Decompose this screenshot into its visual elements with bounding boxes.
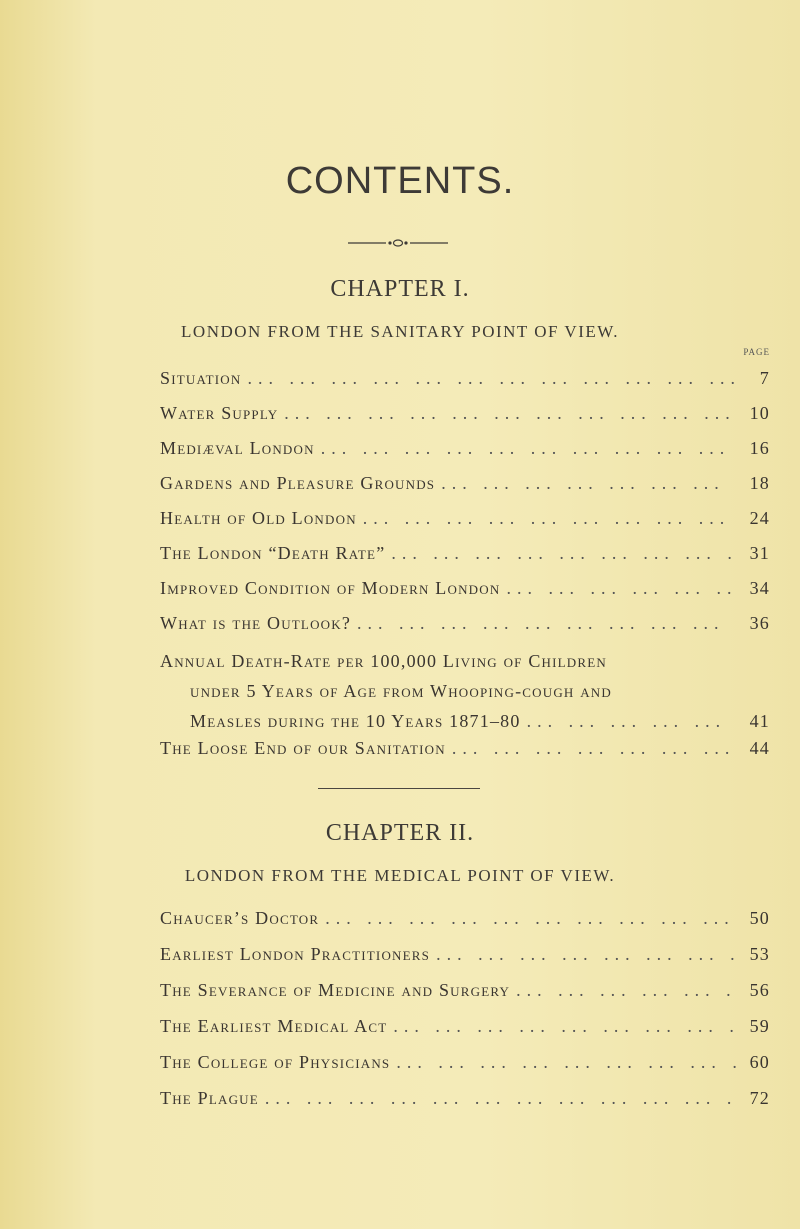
toc-entry-title: Gardens and Pleasure Grounds <box>160 473 436 493</box>
dot-leader <box>446 738 736 759</box>
dot-leader <box>510 980 736 1001</box>
toc-entry <box>160 403 770 433</box>
toc-entry-multiline <box>160 646 770 736</box>
toc-entry <box>160 368 770 398</box>
dot-leader <box>390 1052 736 1073</box>
toc-entry-page: 24 <box>749 508 770 528</box>
dot-leader <box>315 438 736 459</box>
toc-entry-title: Water Supply <box>160 403 279 423</box>
toc-entry-page: 53 <box>749 944 770 964</box>
toc-entry-page: 41 <box>749 711 770 731</box>
section-divider <box>318 788 480 789</box>
toc-entry-title-line: Annual Death-Rate per 100,000 Living of Children <box>160 651 607 671</box>
toc-entry <box>160 1088 770 1118</box>
toc-entry-title: The Loose End of our Sanitation <box>160 738 446 758</box>
toc-entry-page: 7 <box>759 368 770 388</box>
toc-entry-title: The London “Death Rate” <box>160 543 386 563</box>
toc-entry-title: Health of Old London <box>160 508 357 528</box>
toc-entry-title: What is the Outlook? <box>160 613 352 633</box>
chapter-2-heading: CHAPTER II. <box>325 820 475 846</box>
toc-entry-page: 50 <box>749 908 770 928</box>
toc-entry-title: The Earliest Medical Act <box>160 1016 388 1036</box>
dot-leader <box>430 944 736 965</box>
toc-entry-page: 34 <box>749 578 770 598</box>
toc-entry-page: 36 <box>749 613 770 633</box>
page-title: CONTENTS. <box>285 160 515 202</box>
dot-leader <box>357 508 736 529</box>
dot-leader <box>500 578 736 599</box>
dot-leader <box>351 613 736 634</box>
dot-leader <box>259 1088 736 1109</box>
toc-entry <box>160 908 770 938</box>
toc-entry <box>160 1016 770 1046</box>
toc-entry <box>160 438 770 468</box>
chapter-2-subtitle: LONDON FROM THE MEDICAL POINT OF VIEW. <box>184 866 616 885</box>
toc-entry-page: 59 <box>749 1016 770 1036</box>
toc-entry <box>160 543 770 573</box>
toc-entry <box>160 980 770 1010</box>
toc-entry-title: Improved Condition of Modern London <box>160 578 501 598</box>
toc-entry-title: Chaucer’s Doctor <box>160 908 320 928</box>
chapter-1-heading: CHAPTER I. <box>330 276 470 302</box>
toc-entry-title: Situation <box>160 368 242 388</box>
dot-leader <box>387 1016 736 1037</box>
toc-entry-title: Earliest London Practitioners <box>160 944 431 964</box>
toc-entry-title: Mediæval London <box>160 438 315 458</box>
toc-entry-page: 44 <box>749 738 770 758</box>
toc-entry-title: The Severance of Medicine and Surgery <box>160 980 511 1000</box>
toc-entry-page: 10 <box>749 403 770 423</box>
dot-leader <box>435 473 736 494</box>
toc-entry <box>160 1052 770 1082</box>
dot-leader <box>319 908 736 929</box>
toc-entry <box>160 508 770 538</box>
toc-entry-title: The Plague <box>160 1088 259 1108</box>
chapter-1-subtitle: LONDON FROM THE SANITARY POINT OF VIEW. <box>181 322 619 341</box>
toc-entry-page: 56 <box>749 980 770 1000</box>
toc-entry <box>160 578 770 608</box>
toc-entry <box>160 473 770 503</box>
toc-entry-title-line: under 5 Years of Age from Whooping-cough and <box>190 681 612 701</box>
dot-leader <box>385 543 736 564</box>
toc-entry <box>160 738 770 768</box>
toc-entry-page: 72 <box>749 1088 770 1108</box>
toc-entry-title-line: Measles during the 10 Years 1871–80 <box>190 711 521 731</box>
ornament-divider <box>348 238 448 248</box>
dot-leader <box>278 403 736 424</box>
toc-entry-page: 60 <box>749 1052 770 1072</box>
toc-entry <box>160 613 770 643</box>
page-column-label: PAGE <box>743 347 770 357</box>
toc-entry-last-line <box>160 706 770 736</box>
toc-entry-page: 16 <box>749 438 770 458</box>
toc-entry-page: 18 <box>749 473 770 493</box>
dot-leader <box>241 368 736 389</box>
dot-leader <box>521 706 736 736</box>
toc-entry <box>160 944 770 974</box>
toc-entry-title: The College of Physicians <box>160 1052 391 1072</box>
toc-entry-page: 31 <box>749 543 770 563</box>
